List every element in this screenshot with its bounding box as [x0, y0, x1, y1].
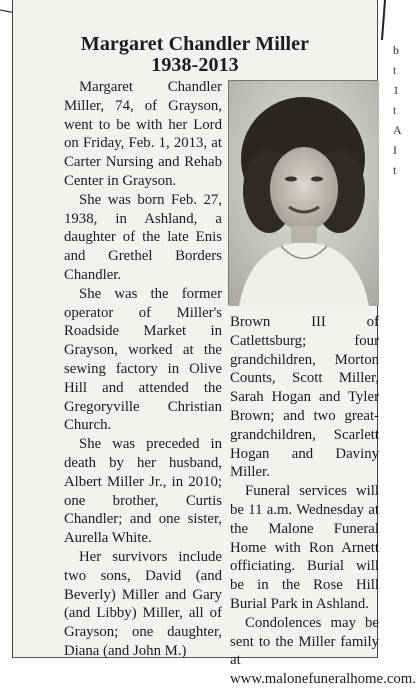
- adjacent-column-fragment: [393, 40, 407, 177]
- obituary-left-column: [64, 78, 222, 661]
- obituary-paragraph: She was the former operator of Miller's Roadside Market in Grayson, worked at the sewing factory in Olive Hill and attended the Gregoryville Christian Church.: [64, 285, 222, 434]
- obituary-paragraph: Funeral services will be 11 a.m. Wednesday at the Malone Funeral Home with Ron Arnett officiating. Burial will be in the Rose Hill Burial Park in Ashland.: [230, 483, 379, 612]
- fragment-letter: 1: [393, 83, 399, 97]
- obituary-paragraph: Condolences may be sent to the Miller family at www.malonefuneralhome.com.: [230, 614, 416, 688]
- obituary-years: 1938-2013: [151, 54, 239, 76]
- portrait-image: [229, 81, 379, 306]
- obituary-paragraph: Margaret Chandler Miller, 74, of Grayson, went to be with her Lord on Friday, Feb. 1, 2013, at Carter Nursing and Rehab Center in Grayson.: [64, 79, 222, 189]
- fragment-letter: b: [393, 43, 399, 57]
- obituary-right-column: [230, 313, 416, 689]
- fragment-letter: A: [393, 123, 402, 137]
- obituary-paragraph: She was preceded in death by her husband, Albert Miller Jr., in 2010; one brother, Curtis Chandler; and one sister, Aurella White.: [64, 436, 222, 547]
- fragment-letter: t: [393, 63, 397, 77]
- obituary-paragraph: Her survivors include two sons, David (and Beverly) Miller and Gary (and Libby) Miller, all of Grayson; one daughter, Diana (and John M.): [64, 548, 222, 659]
- obituary-name: Margaret Chandler Miller: [80, 33, 310, 55]
- fragment-letter: t: [393, 103, 397, 117]
- fragment-letter: I: [393, 143, 397, 157]
- obituary-paragraph: Brown III of Catlettsburg; four grandchildren, Morton Counts, Scott Miller, Sarah Hogan and Tyler Brown; and two great-grandchildren, Scarlett Hogan and Daviny Miller.: [230, 314, 379, 481]
- portrait-photo: [228, 80, 378, 305]
- obituary-paragraph: She was born Feb. 27, 1938, in Ashland, a daughter of the late Enis and Grethel Borders Chandler.: [64, 191, 222, 283]
- fragment-letter: t: [393, 163, 397, 177]
